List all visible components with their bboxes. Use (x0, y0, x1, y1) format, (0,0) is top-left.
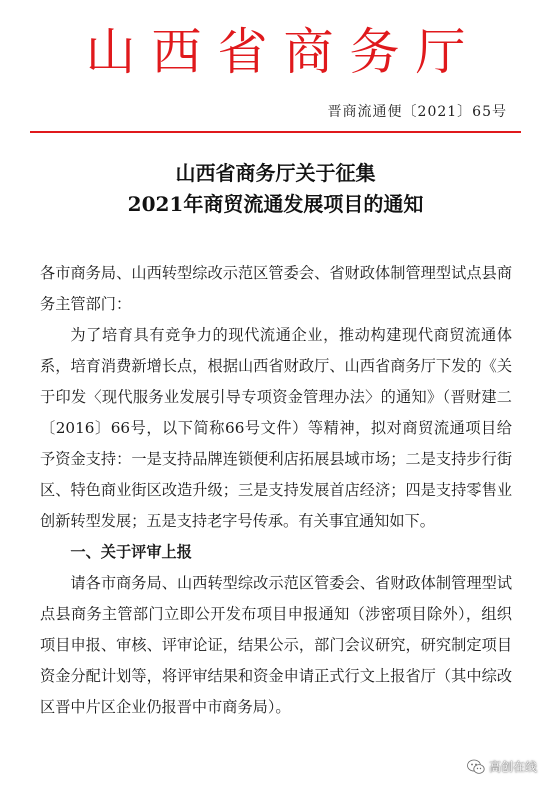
red-divider (30, 131, 521, 133)
document-number: 晋商流通便〔2021〕65号 (327, 104, 507, 120)
paragraph-intro: 为了培育具有竞争力的现代流通企业，推动构建现代商贸流通体系，培育消费新增长点，根据山西省财政厅、山西省商务厅下发的《关于印发〈现代服务业发展引导专项资金管理办法〉的通知》（晋财建二〔2016〕66号，以下简称66号文件）等精神，拟对商贸流通项目给予资金支持：一是支持品牌连锁便利店拓展县域市场；二是支持步行街区、特色商业街区改造升级；三是支持发展首店经济；四是支持零售业创新转型发展；五是支持老字号传承。有关事宜通知如下。 (40, 326, 512, 530)
salutation: 各市商务局、山西转型综改示范区管委会、省财政体制管理型试点县商务主管部门： (40, 264, 512, 313)
section-heading: 一、关于评审上报 (70, 543, 192, 561)
title-line-1: 山西省商务厅关于征集 (175, 161, 376, 185)
paragraph-review: 请各市商务局、山西转型综改示范区管委会、省财政体制管理型试点县商务主管部门立即公开发布项目申报通知（涉密项目除外），组织项目申报、审核、评审论证，结果公示，部门会议研究，研究制定项目资金分配计划等，将评审结果和资金申请正式行文上报省厅（其中综改区晋中片区企业仍报晋中市商务局）。 (40, 574, 512, 716)
wechat-icon (467, 759, 485, 775)
watermark-text: 高创在线 (488, 760, 537, 774)
masthead: 山西省商务厅 (85, 23, 482, 81)
watermark (467, 758, 537, 775)
title-line-2: 2021年商贸流通发展项目的通知 (127, 192, 424, 216)
document-body (40, 258, 512, 723)
